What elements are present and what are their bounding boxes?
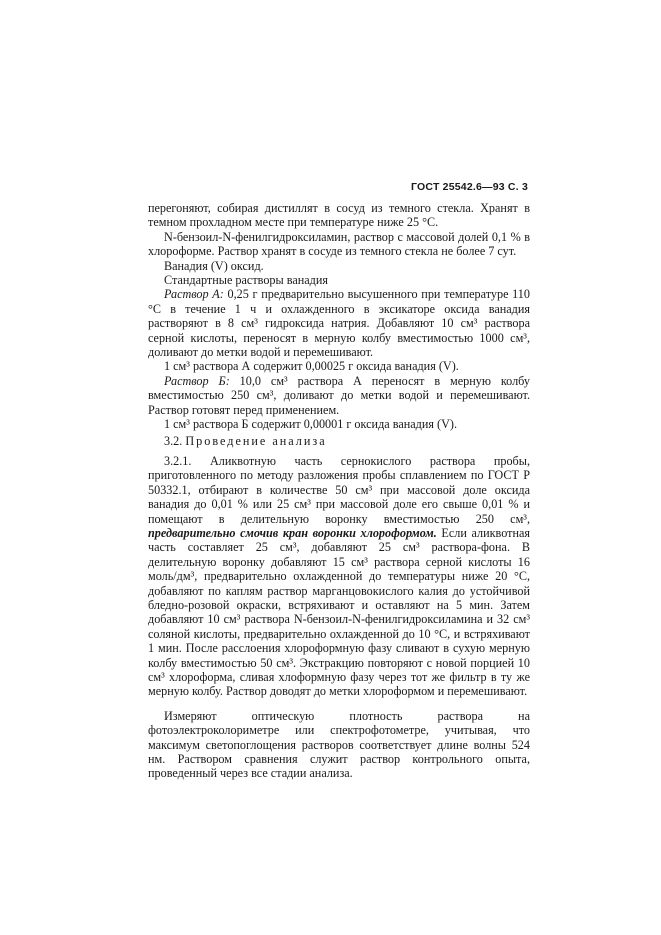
solution-a-label: Раствор А: <box>164 287 224 302</box>
paragraph-vanadium-oxide: Ванадия (V) оксид. <box>164 258 264 273</box>
paragraph-solution-a <box>148 287 530 359</box>
procedure-text-a: 3.2.1. Аликвотную часть сернокислого раствора пробы, приготовленного по методу разложения пробы сплавлением по ГОСТ Р 50332.1, отбирают в количестве 50 см³ при массовой доле оксида ванадия до 0,01 % или 25 см³ при массовой доле его свыше 0,01 % и помещают в делительную воронку вместимостью 250 см³, <box>148 453 530 526</box>
paragraph-solution-b-content: 1 см³ раствора Б содержит 0,00001 г оксида ванадия (V). <box>164 417 458 432</box>
section-heading <box>148 434 530 448</box>
procedure-text-b: Если аликвотная часть составляет 25 см³, добавляют 25 см³ раствора-фона. В делительную воронку добавляют 15 см³ раствора серной кислоты 16 моль/дм³, предварительно охлажденной до температуры ниже 20 °С, добавляют по каплям раствор марганцовокислого калия до устойчивой бледно-розовой окраски, встряхивают и оставляют на 5 мин. Затем добавляют 10 см³ раствора N-бензоил-N-фенилгидроксиламина и 32 см³ соляной кислоты, предварительно охлажденной до 10 °С, и встряхивают 1 мин. После расслоения хлороформную фазу сливают в сухую мерную колбу вместимостью 50 см³. Экстракцию повторяют с новой порцией 10 см³ хлороформа, сливая хлоформную фазу через тот же фильтр в ту же мерную колбу. Раствор доводят до метки хлороформом и перемешивают. <box>148 525 531 699</box>
paragraph-standard-solutions: Стандартные растворы ванадия <box>164 273 329 288</box>
page-header: ГОСТ 25542.6—93 С. 3 <box>411 181 528 193</box>
document-body <box>148 201 530 781</box>
paragraph-measurement: Измеряют оптическую плотность раствора на фотоэлектроколориметре или спектрофотометре, учитывая, что максимум светопоглощения растворов соответствует длине волны 524 нм. Раствором сравнения служит раствор контрольного опыта, проведенный через все стадии анализа. <box>148 708 530 781</box>
section-number: 3.2. <box>164 433 183 448</box>
paragraph-reagent-bpha: N-бензоил-N-фенилгидроксиламин, раствор с массовой долей 0,1 % в хлороформе. Раствор хранят в сосуде из темного стекла не более 7 сут. <box>148 229 530 259</box>
solution-b-label: Раствор Б: <box>164 373 230 388</box>
solution-b-text: 10,0 см³ раствора А переносят в мерную колбу вместимостью 250 см³, доливают до метки водой и перемешивают. Раствор готовят перед применением. <box>148 373 530 417</box>
paragraph-procedure <box>148 454 530 699</box>
paragraph-solution-b <box>148 374 530 417</box>
section-title: Проведение анализа <box>185 433 327 448</box>
solution-a-text: 0,25 г предварительно высушенного при температуре 110 °С в течение 1 ч и охлажденного в эксикаторе оксида ванадия растворяют в 8 см³ гидроксида натрия. Добавляют 10 см³ раствора серной кислоты, переносят в мерную колбу вместимостью 1000 см³, доливают до метки водой и перемешивают. <box>148 287 530 360</box>
paragraph-distillation: перегоняют, собирая дистиллят в сосуд из темного стекла. Хранят в темном прохладном месте при температуре ниже 25 °С. <box>148 201 530 230</box>
procedure-emphasis: предварительно смочив кран воронки хлороформом. <box>148 525 437 540</box>
paragraph-solution-a-content: 1 см³ раствора А содержит 0,00025 г оксида ванадия (V). <box>164 359 459 374</box>
